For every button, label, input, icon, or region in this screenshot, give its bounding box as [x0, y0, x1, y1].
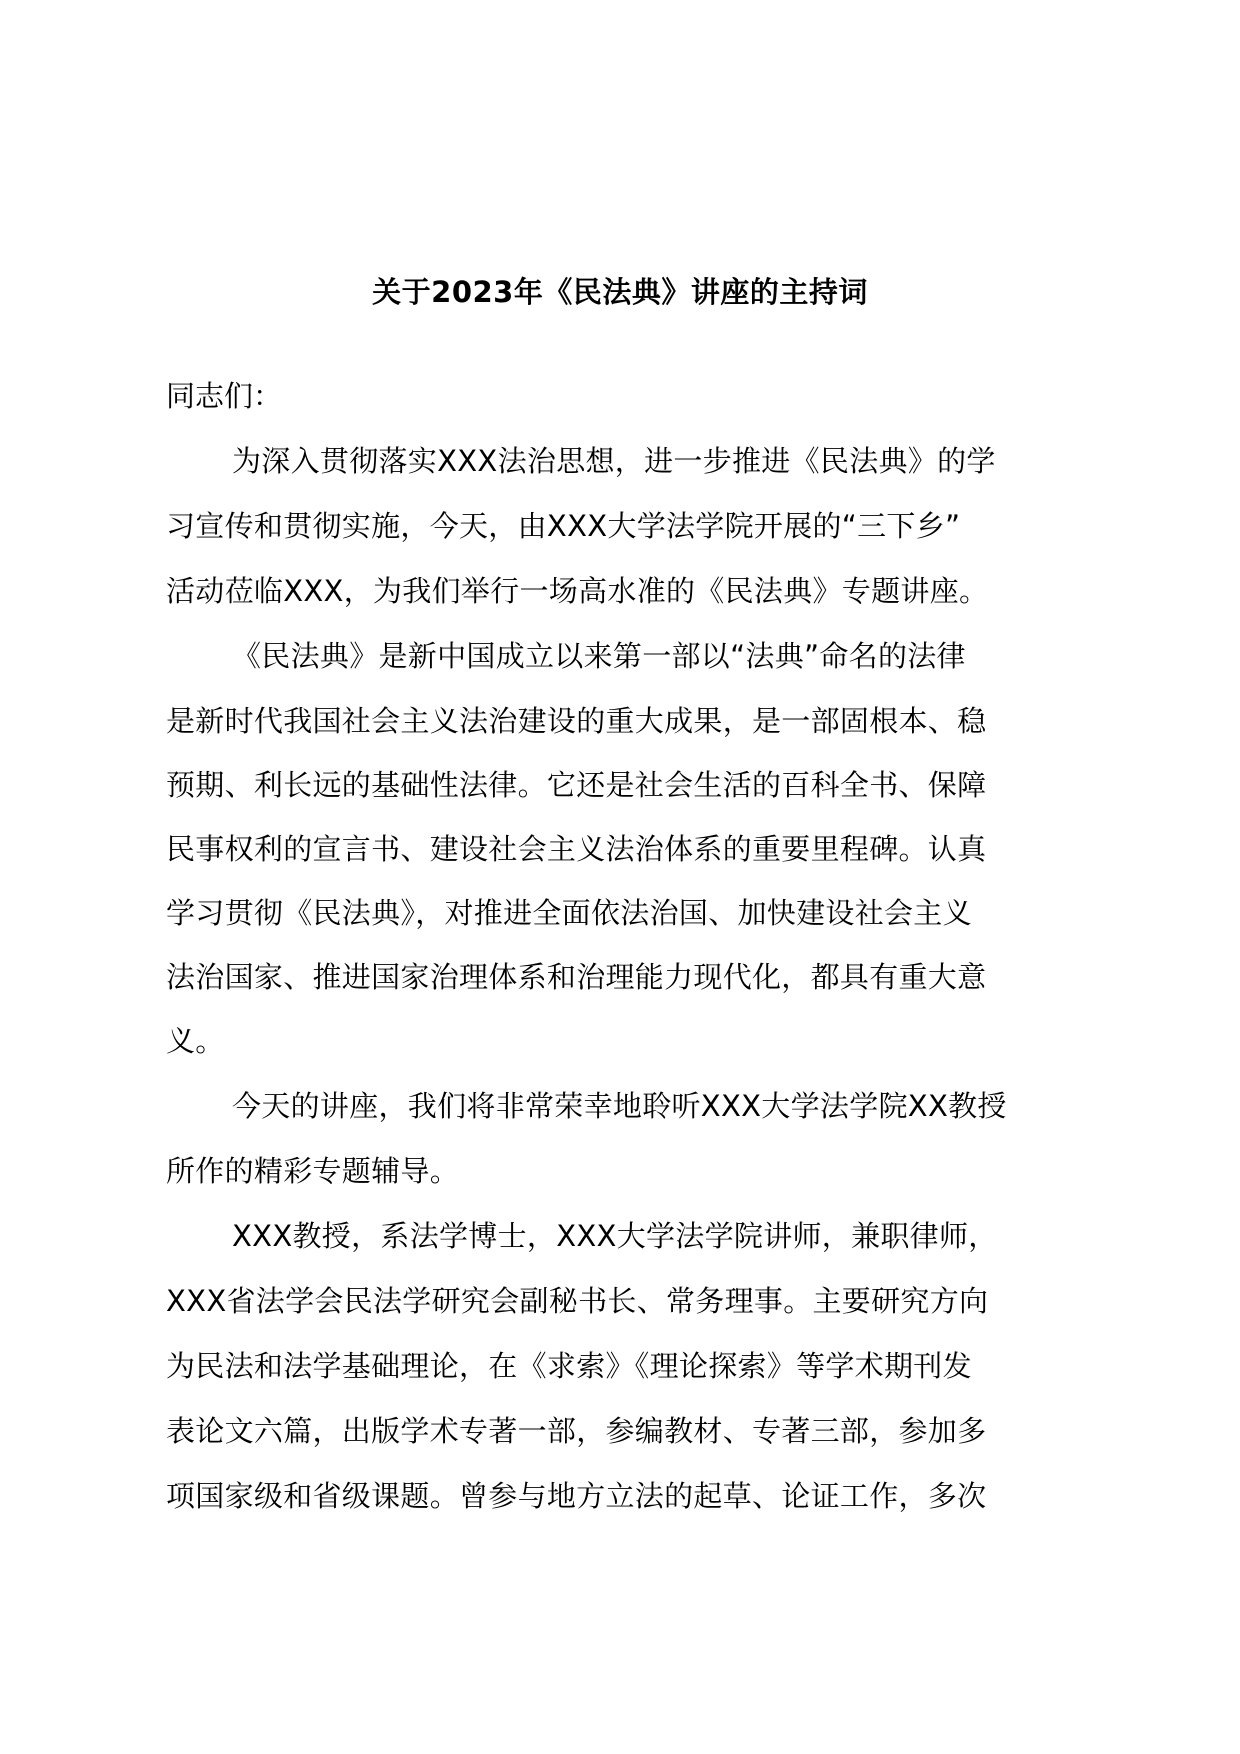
- paragraph-line: 为深入贯彻落实XXX法治思想，进一步推进《民法典》的学: [232, 444, 996, 478]
- paragraph-line: XXX省法学会民法学研究会副秘书长、常务理事。主要研究方向: [166, 1284, 989, 1318]
- paragraph-line: 为民法和法学基础理论，在《求索》《理论探索》等学术期刊发: [166, 1349, 972, 1383]
- paragraph-line: 项国家级和省级课题。曾参与地方立法的起草、论证工作，多次: [166, 1479, 987, 1513]
- paragraph-line: 表论文六篇，出版学术专著一部，参编教材、专著三部，参加多: [166, 1414, 987, 1448]
- paragraph-line: 习宣传和贯彻实施，今天，由XXX大学法学院开展的“三下乡”: [166, 509, 961, 543]
- paragraph-line: 民事权利的宣言书、建设社会主义法治体系的重要里程碑。认真: [166, 832, 987, 866]
- paragraph-line: 学习贯彻《民法典》，对推进全面依法治国、加快建设社会主义: [166, 896, 972, 930]
- paragraph-line: 义。: [166, 1024, 225, 1058]
- paragraph-line: 今天的讲座，我们将非常荣幸地聆听XXX大学法学院XX教授: [232, 1089, 1007, 1123]
- salutation: 同志们：: [166, 379, 283, 413]
- paragraph-line: 活动莅临XXX，为我们举行一场高水准的《民法典》专题讲座。: [166, 574, 989, 608]
- paragraph-line: 是新时代我国社会主义法治建设的重大成果，是一部固根本、稳: [166, 704, 987, 738]
- document-title: 关于2023年《民法典》讲座的主持词: [372, 275, 868, 309]
- paragraph-line: 所作的精彩专题辅导。: [166, 1154, 460, 1188]
- paragraph-line: 法治国家、推进国家治理体系和治理能力现代化，都具有重大意: [166, 960, 987, 994]
- paragraph-line: XXX教授，系法学博士，XXX大学法学院讲师，兼职律师，: [232, 1219, 998, 1253]
- paragraph-line: 预期、利长远的基础性法律。它还是社会生活的百科全书、保障: [166, 768, 987, 802]
- paragraph-line: 《民法典》是新中国成立以来第一部以“法典”命名的法律: [232, 639, 966, 673]
